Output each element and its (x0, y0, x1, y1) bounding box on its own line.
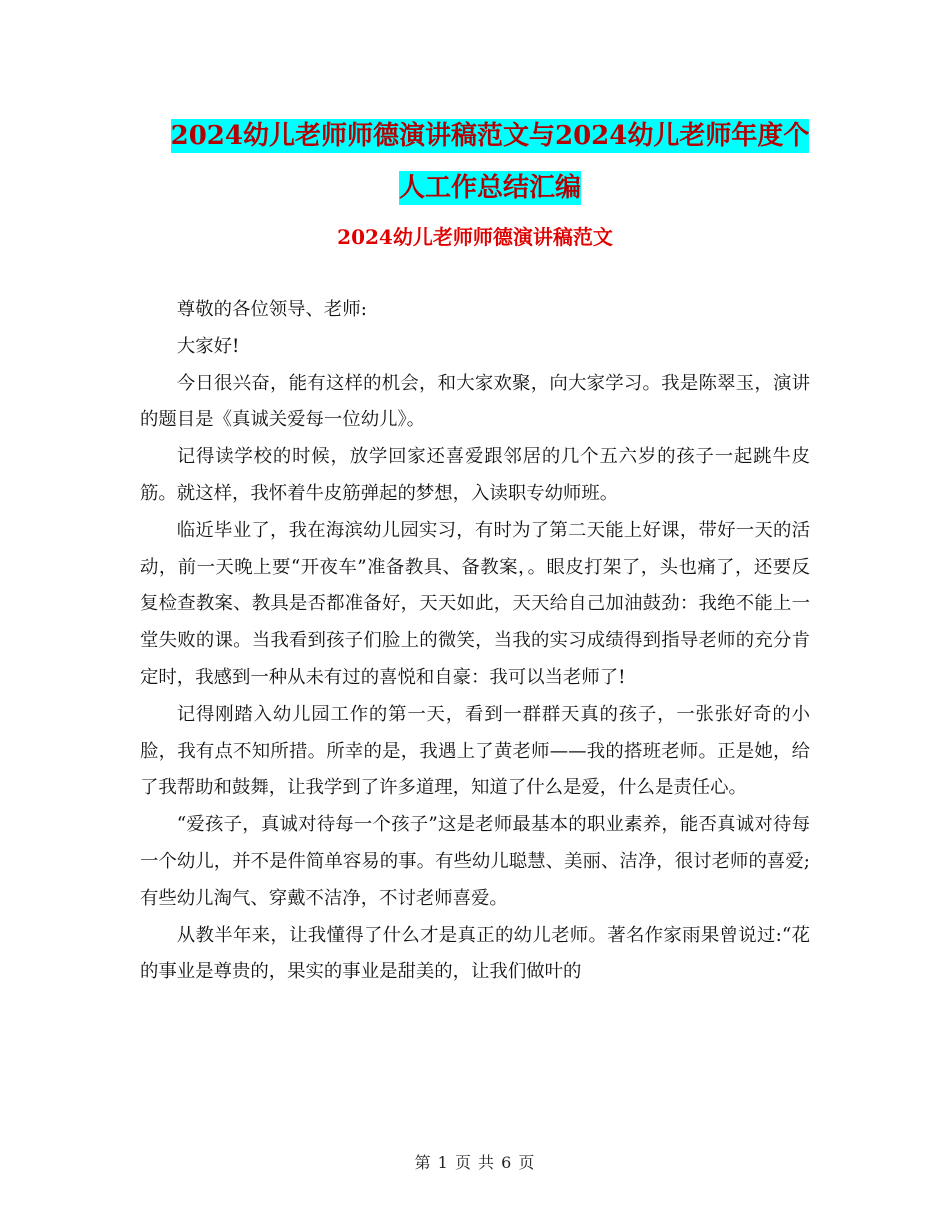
section-title: 2024幼儿老师师德演讲稿范文 (337, 225, 613, 249)
paragraph: “爱孩子，真诚对待每一个孩子”这是老师最基本的职业素养，能否真诚对待每一个幼儿，并不是件简单容易的事。有些幼儿聪慧、美丽、洁净，很讨老师的喜爱;有些幼儿淘气、穿戴不洁净，不讨老师喜爱。 (140, 814, 810, 909)
document-title (140, 110, 840, 214)
greeting: 大家好! (176, 335, 240, 357)
paragraph: 记得刚踏入幼儿园工作的第一天，看到一群群天真的孩子，一张张好奇的小脸，我有点不知所措。所幸的是，我遇上了黄老师——我的搭班老师。正是她，给了我帮助和鼓舞，让我学到了许多道理，知道了什么是爱，什么是责任心。 (140, 703, 810, 799)
page-footer: 第 1 页 共 6 页 (414, 1153, 536, 1172)
title-line-1: 2024幼儿老师师德演讲稿范文与2024幼儿老师年度个 (170, 121, 810, 151)
title-line-2: 人工作总结汇编 (398, 173, 581, 203)
salutation: 尊敬的各位领导、老师: (176, 299, 367, 320)
document-body (140, 292, 810, 991)
paragraph: 临近毕业了，我在海滨幼儿园实习，有时为了第二天能上好课，带好一天的活动，前一天晚上要“开夜车”准备教具、备教案，。眼皮打架了，头也痛了，还要反复检查教案、教具是否都准备好，天天如此，天天给自己加油鼓劲：我绝不能上一堂失败的课。当我看到孩子们脸上的微笑，当我的实习成绩得到指导老师的充分肯定时，我感到一种从未有过的喜悦和自豪：我可以当老师了! (140, 519, 810, 688)
paragraph: 从教半年来，让我懂得了什么才是真正的幼儿老师。著名作家雨果曾说过:“花的事业是尊贵的，果实的事业是甜美的，让我们做叶的 (140, 924, 810, 983)
paragraph: 今日很兴奋，能有这样的机会，和大家欢聚，向大家学习。我是陈翠玉，演讲的题目是《真诚关爱每一位幼儿》。 (140, 372, 810, 431)
paragraph: 记得读学校的时候，放学回家还喜爱跟邻居的几个五六岁的孩子一起跳牛皮筋。就这样，我怀着牛皮筋弹起的梦想，入读职专幼师班。 (140, 446, 810, 504)
